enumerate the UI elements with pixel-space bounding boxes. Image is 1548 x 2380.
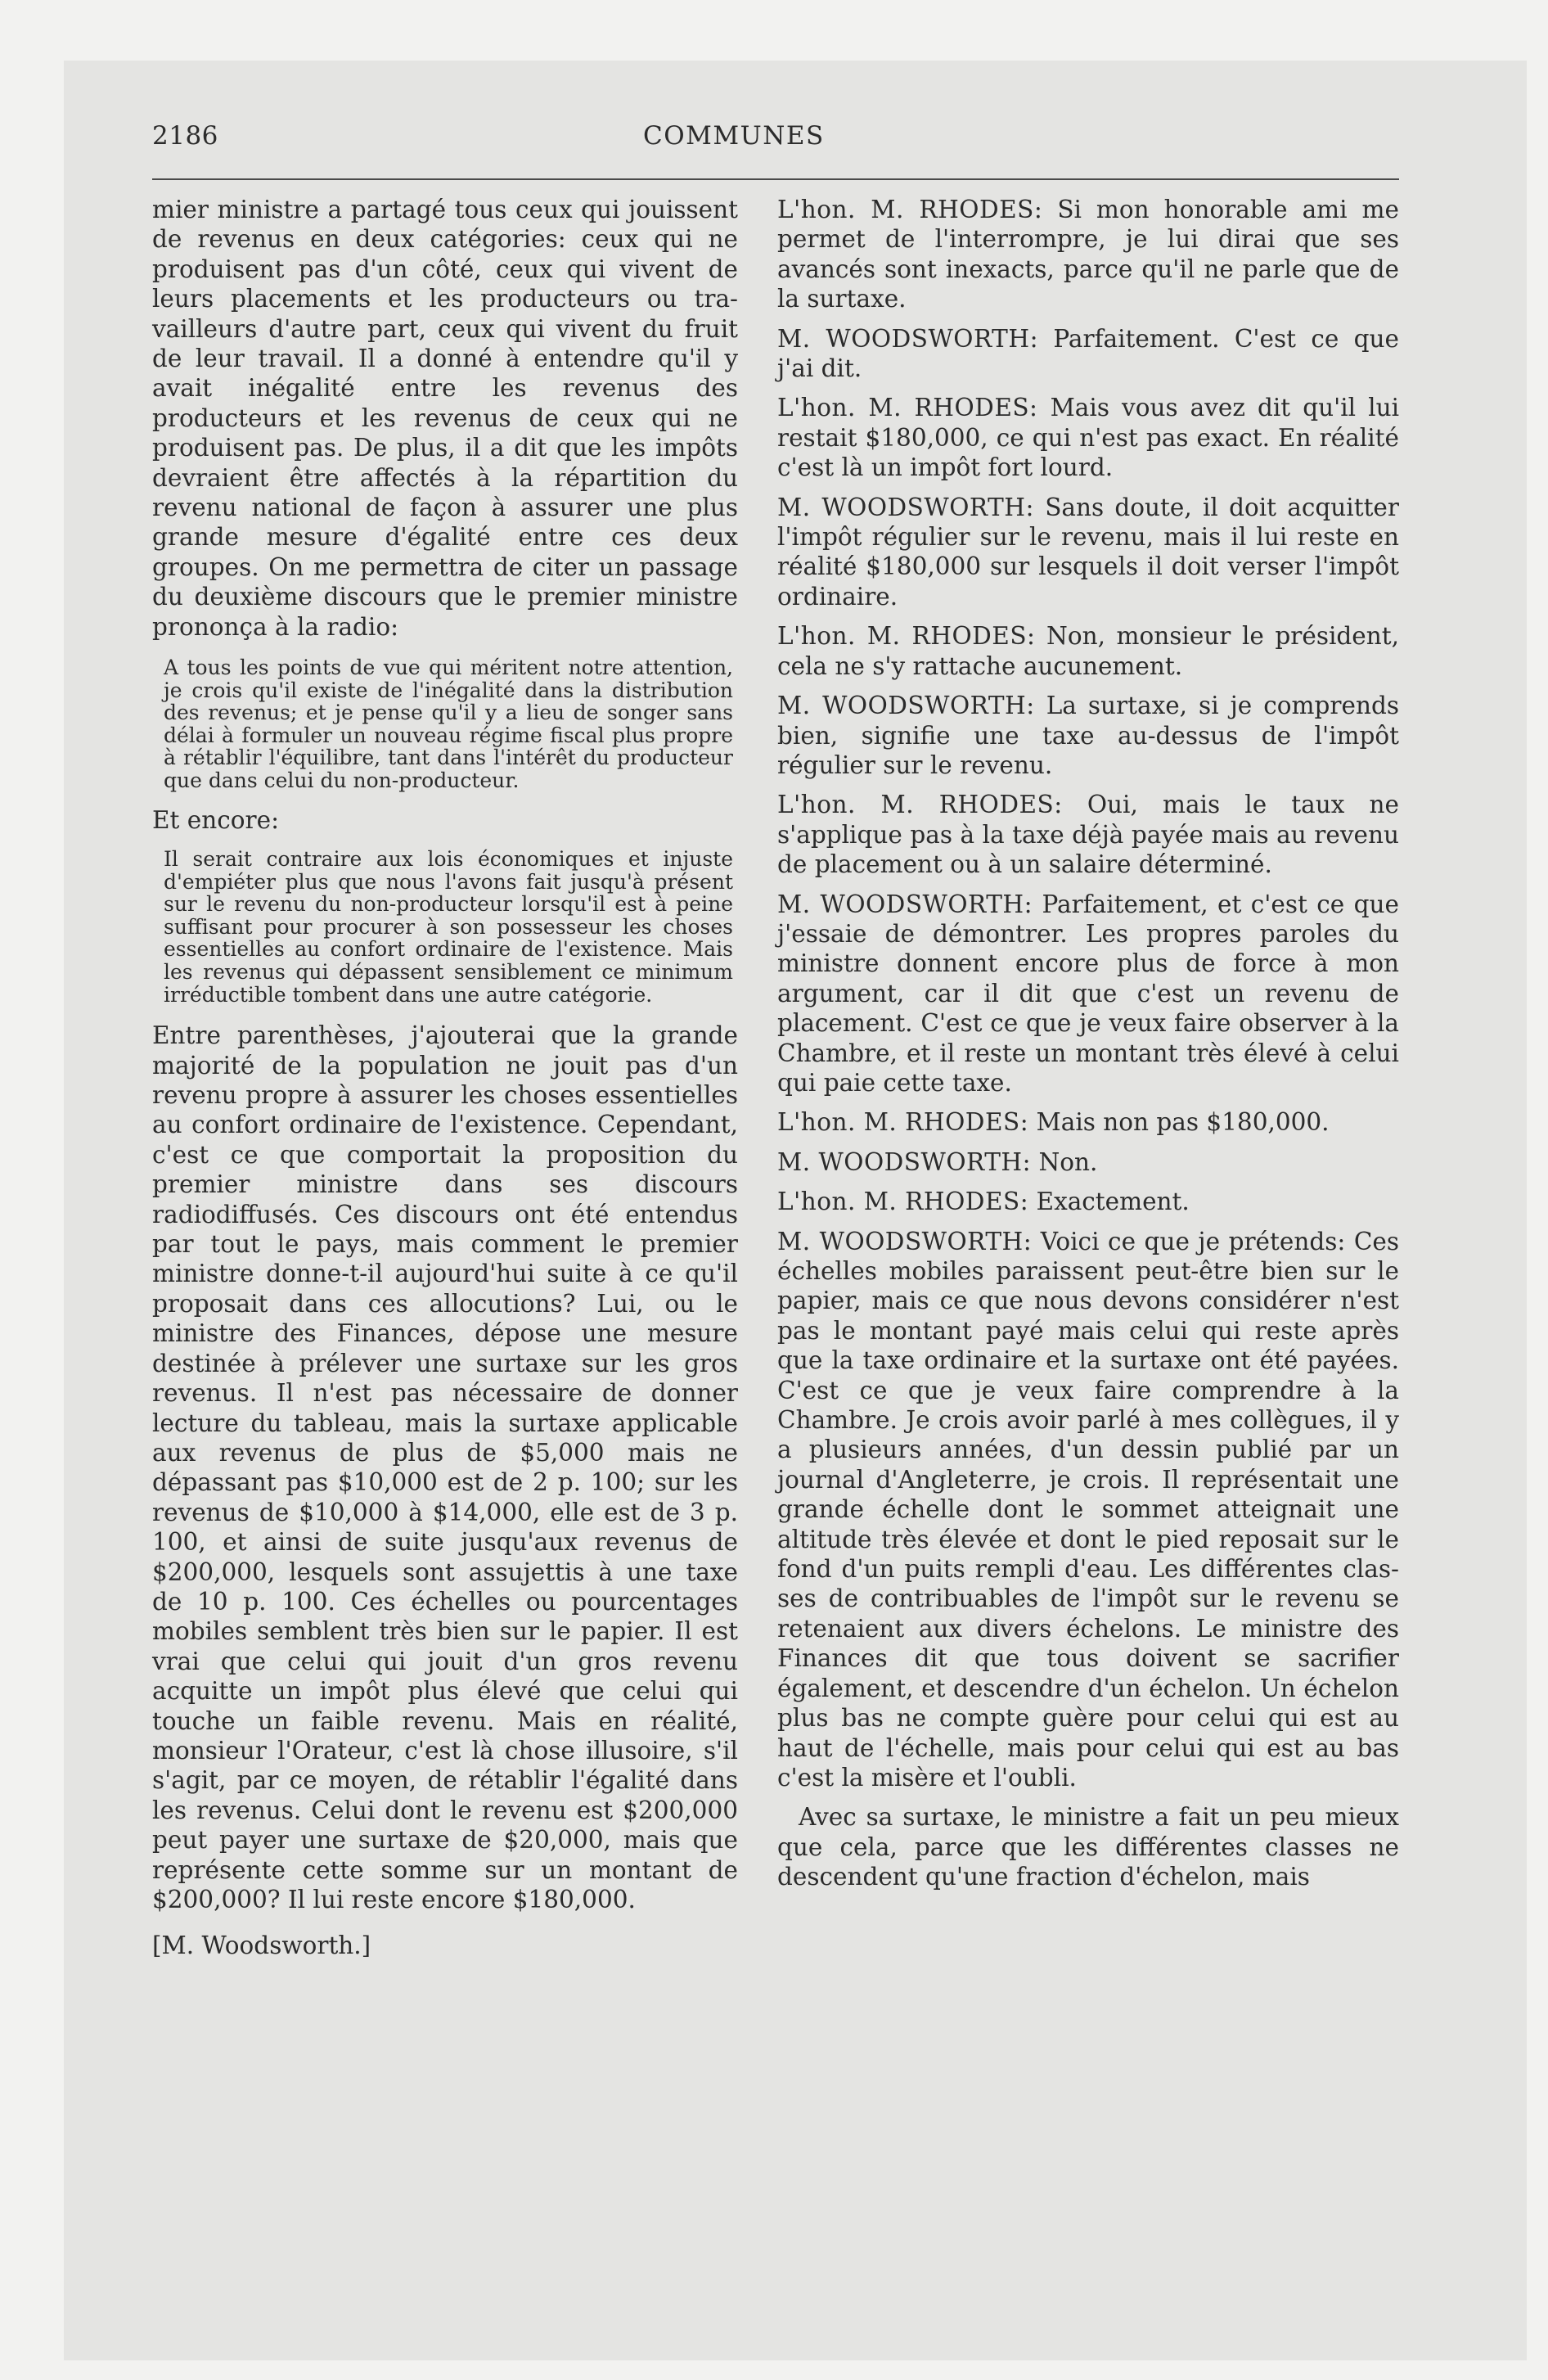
speech-text: La surtaxe, si je comprends bien, signifie une taxe au-dessus de l'impôt régulier sur le revenu. <box>777 692 1399 779</box>
speech-text: Non, monsieur le président, cela ne s'y rattache aucunement. <box>777 622 1399 680</box>
speaker-name: L'hon. M. RHODES: <box>777 1188 1029 1216</box>
speaker-name: L'hon. M. RHODES: <box>777 196 1043 223</box>
speech-rhodes <box>777 790 1399 879</box>
speaker-name: M. WOODSWORTH: <box>777 324 1039 353</box>
block-quote: Il serait contraire aux lois économiques et injuste d'empiéter plus que nous l'avons fait jusqu'à présent sur le revenu du non-producteur lorsqu'il est à peine suffisant pour procurer à son possesseur les choses essentielles au confort ordinaire de l'existence. Mais les revenus qui dépassent sensiblement ce minimum irréductible tombent dans une autre catégorie. <box>164 847 733 1007</box>
paragraph: Entre parenthèses, j'ajouterai que la grande majorité de la population ne jouit pas d'un revenu propre à assurer les choses essentielles au confort ordinaire de l'existence. Cependant, c'est ce que comportait la proposition du premier ministre dans ses discours radiodiffusés. Ces discours ont été entendus par tout le pays, mais comment le premier ministre donne-t-il aujourd'hui suite à ce qu'il proposait dans ces allocutions? Lui, ou le ministre des Finances, dépose une mesure destinée à prélever une surtaxe sur les gros revenus. Il n'est pas nécessaire de donner lecture du tableau, mais la surtaxe applicable aux revenus de plus de $5,000 mais ne dépassant pas $10,000 est de 2 p. 100; sur les revenus de $10,000 à $14,000, elle est de 3 p. 100, et ainsi de suite jusqu'aux revenus de $200,000, lesquels sont assujettis à une taxe de 10 p. 100. Ces échelles ou pourcentages mobiles semblent très bien sur le papier. Il est vrai que celui qui jouit d'un gros revenu acquitte un impôt plus élevé que celui qui touche un faible revenu. Mais en réalité, monsieur l'Orateur, c'est là chose illusoire, s'il s'agit, par ce moyen, de rétablir l'égalité dans les revenus. Celui dont le revenu est $200,000 peut payer une surtaxe de $20,000, mais que représente cette somme sur un montant de $200,000? Il lui reste encore $180,000. <box>152 1021 738 1913</box>
speech-text: Parfaitement, et c'est ce que j'essaie de démontrer. Les propres paroles du ministre donnent encore plus de force à mon argument, car il dit que c'est un revenu de placement. C'est ce que je veux faire observer à la Chambre, et il reste un montant très élevé à celui qui paie cette taxe. <box>777 890 1399 1097</box>
speech-rhodes <box>777 195 1399 314</box>
left-column <box>152 195 738 1961</box>
speaker-name: M. WOODSWORTH: <box>777 692 1035 720</box>
speech-woodsworth <box>777 890 1399 1098</box>
speaker-name: M. WOODSWORTH: <box>777 1227 1033 1255</box>
speech-woodsworth <box>777 1147 1399 1177</box>
speech-text: Oui, mais le taux ne s'applique pas à la taxe déjà payée mais au revenu de placement ou à un salaire déterminé. <box>777 791 1399 879</box>
speech-text: Mais non pas $180,000. <box>1036 1108 1330 1137</box>
speech-woodsworth <box>777 691 1399 780</box>
paragraph: Avec sa surtaxe, le ministre a fait un peu mieux que cela, parce que les différentes classes ne descendent qu'une fraction d'échelon, mais <box>777 1803 1399 1891</box>
speech-rhodes <box>777 1187 1399 1216</box>
header-rule <box>152 178 1399 180</box>
speech-rhodes <box>777 393 1399 482</box>
right-column <box>777 195 1399 1902</box>
speaker-name: L'hon. M. RHODES: <box>777 1108 1029 1137</box>
speaker-name: M. WOODSWORTH: <box>777 1147 1032 1176</box>
running-title: COMMUNES <box>643 121 825 151</box>
speech-rhodes <box>777 1107 1399 1137</box>
speaker-name: L'hon. M. RHODES: <box>777 622 1036 651</box>
speaker-name: L'hon. M. RHODES: <box>777 394 1038 422</box>
paragraph: mier ministre a partagé tous ceux qui jouissent de revenus en deux catégories: ceux qui ne produisent pas d'un côté, ceux qui vivent de leurs placements et les producteurs ou travailleurs d'autre part, ceux qui vivent du fruit de leur travail. Il a donné à entendre qu'il y avait inégalité entre les revenus des producteurs et les revenus de ceux qui ne produisent pas. De plus, il a dit que les impôts devraient être affectés à la répartition du revenu national de façon à assurer une plus grande mesure d'égalité entre ces deux groupes. On me permettra de citer un passage du deuxième discours que le premier ministre prononça à la radio: <box>152 196 738 641</box>
speech-text: Sans doute, il doit acquitter l'impôt régulier sur le revenu, mais il lui reste en réalité $180,000 sur lesquels il doit verser l'impôt ordinaire. <box>777 493 1399 611</box>
speaker-name: L'hon. M. RHODES: <box>777 791 1063 819</box>
paragraph: Et encore: <box>152 805 280 834</box>
speech-rhodes <box>777 621 1399 681</box>
speech-woodsworth <box>777 324 1399 384</box>
speaker-name: M. WOODSWORTH: <box>777 493 1034 521</box>
speaker-name: M. WOODSWORTH: <box>777 890 1033 918</box>
speech-woodsworth <box>777 1227 1399 1793</box>
block-quote: A tous les points de vue qui méritent notre attention, je crois qu'il existe de l'inégalité dans la distribution des revenus; et je pense qu'il y a lieu de songer sans délai à formuler un nouveau régime fiscal plus propre à rétablir l'équilibre, tant dans l'intérêt du producteur que dans celui du non-producteur. <box>164 656 733 793</box>
speaker-attribution: [M. Woodsworth.] <box>152 1931 371 1960</box>
speech-woodsworth <box>777 493 1399 612</box>
speech-text: Voici ce que je prétends: Ces échelles mobiles paraissent peut-être bien sur le papier, mais ce que nous devons considérer n'est pas le montant payé mais celui qui reste après que la taxe ordinaire et la surtaxe ont été payées. C'est ce que je veux faire comprendre à la Chambre. Je crois avoir parlé à mes collègues, il y a plusieurs années, d'un dessin publié par un journal d'Angleterre, je crois. Il représentait une grande échelle dont le sommet atteignait une altitude très élevée et dont le pied reposait sur le fond d'un puits rempli d'eau. Les différentes classes de contribuables de l'impôt sur le revenu se retenaient aux divers échelons. Le ministre des Finances dit que tous doivent se sacrifier également, et descendre d'un échelon. Un échelon plus bas ne compte guère pour celui qui est au haut de l'échelle, mais pour celui qui est au bas c'est la misère et l'oubli. <box>777 1227 1399 1792</box>
speech-text: Mais vous avez dit qu'il lui restait $180,000, ce qui n'est pas exact. En réalité c'est là un impôt fort lourd. <box>777 394 1399 482</box>
speech-text: Parfaitement. C'est ce que j'ai dit. <box>777 324 1399 383</box>
speech-text: Si mon honorable ami me permet de l'interrompre, je lui dirai que ses avancés sont inexacts, parce qu'il ne parle que de la surtaxe. <box>777 196 1399 313</box>
page-number: 2186 <box>152 121 218 151</box>
speech-text: Exactement. <box>1036 1188 1190 1216</box>
page-header <box>152 121 1399 162</box>
speech-text: Non. <box>1038 1147 1098 1176</box>
